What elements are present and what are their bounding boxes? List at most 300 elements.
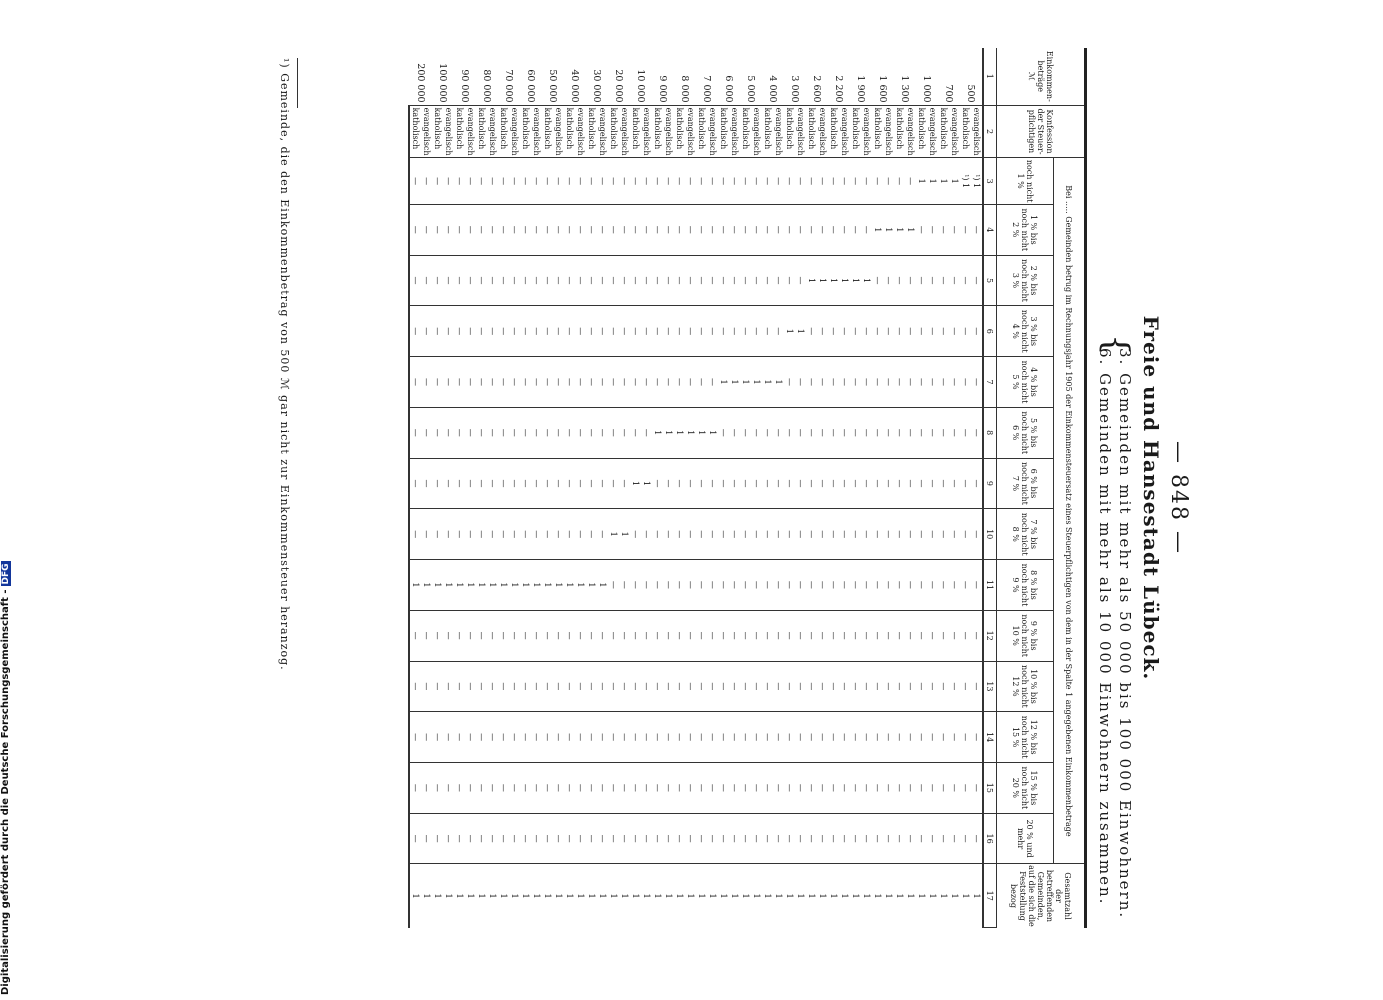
rate-cell: — [894, 255, 905, 306]
rate-cell: — [619, 763, 630, 814]
confession-cell: evangelisch [509, 105, 520, 158]
rate-cell: — [729, 407, 740, 458]
rate-cell: — [520, 509, 531, 560]
table-row [409, 48, 421, 928]
rate-cell: — [674, 712, 685, 763]
rate-cell: — [575, 204, 586, 255]
rate-cell: — [641, 158, 652, 205]
rate-cell: — [839, 158, 850, 205]
rate-cell: — [971, 813, 983, 864]
rate-cell: — [883, 306, 894, 357]
rate-cell: — [409, 610, 421, 661]
rate-cell: — [597, 712, 608, 763]
income-cell: 4 000 [762, 48, 784, 105]
rate-cell: — [619, 357, 630, 408]
rate-cell: — [751, 509, 762, 560]
rate-cell: — [597, 813, 608, 864]
rate-cell: — [652, 813, 663, 864]
rate-cell: — [685, 763, 696, 814]
rate-cell: — [806, 712, 817, 763]
rate-cell: — [553, 610, 564, 661]
table-row [652, 48, 663, 928]
income-cell: 1 600 [872, 48, 894, 105]
rate-cell: — [718, 661, 729, 712]
rate-cell: — [421, 661, 432, 712]
rate-cell: 1 [432, 560, 443, 611]
rate-cell: 1 [663, 407, 674, 458]
rate-cell: — [454, 712, 465, 763]
rate-cell: — [696, 255, 707, 306]
rate-cell: — [784, 712, 795, 763]
rate-cell: — [696, 204, 707, 255]
rate-cell: — [883, 712, 894, 763]
rate-cell: — [509, 407, 520, 458]
rate-cell: — [597, 509, 608, 560]
rate-cell: 1 [696, 407, 707, 458]
rate-cell: — [795, 255, 806, 306]
rate-cell: — [674, 458, 685, 509]
rate-cell: — [828, 560, 839, 611]
rate-cell: — [619, 610, 630, 661]
rate-cell: — [409, 509, 421, 560]
rate-cell: — [685, 458, 696, 509]
rate-cell: — [707, 509, 718, 560]
rate-cell: 1 [751, 357, 762, 408]
rate-cell: — [740, 610, 751, 661]
total-cell: 1 [598, 893, 607, 899]
table-row [795, 48, 806, 928]
rate-cell: — [542, 458, 553, 509]
rate-cell: — [421, 712, 432, 763]
rate-cell: 1 [828, 255, 839, 306]
rate-cell: — [421, 458, 432, 509]
rate-cell: — [927, 204, 938, 255]
rate-cell: — [509, 712, 520, 763]
rate-cell: — [432, 813, 443, 864]
rate-cell: — [520, 357, 531, 408]
income-cell: 2 600 [806, 48, 828, 105]
total-cell: 1 [829, 893, 838, 899]
dfg-credit [0, 561, 11, 995]
rate-cell: — [927, 306, 938, 357]
rate-cell: — [674, 204, 685, 255]
total-cell: 1 [961, 893, 970, 899]
rate-cell: — [685, 661, 696, 712]
table-row [751, 48, 762, 928]
rate-cell: — [542, 255, 553, 306]
rate-cell: — [652, 306, 663, 357]
rate-cell: 1 [817, 255, 828, 306]
rate-cell: — [960, 357, 971, 408]
rate-cell: — [927, 763, 938, 814]
rate-cell: — [520, 255, 531, 306]
rate-cell: 1 [630, 458, 641, 509]
rate-cell: — [927, 255, 938, 306]
rate-cell: — [916, 560, 927, 611]
confession-cell: evangelisch [817, 105, 828, 158]
rate-cell: — [762, 407, 773, 458]
rate-cell: — [641, 509, 652, 560]
rate-cell: — [674, 560, 685, 611]
table-row [872, 48, 883, 928]
rate-cell: — [553, 661, 564, 712]
rate-cell: — [751, 763, 762, 814]
rate-cell: — [465, 712, 476, 763]
rate-cell: — [938, 357, 949, 408]
rate-cell: 1 [795, 306, 806, 357]
rate-cell: — [509, 255, 520, 306]
rate-cell: — [542, 610, 553, 661]
rate-cell: — [630, 509, 641, 560]
rate-cell: — [553, 458, 564, 509]
rate-cell: — [806, 610, 817, 661]
rate-cell: — [806, 560, 817, 611]
rate-cell: — [432, 458, 443, 509]
rate-cell: — [476, 255, 487, 306]
rate-cell: — [894, 813, 905, 864]
column-number: 7 [983, 357, 997, 408]
income-cell: 30 000 [586, 48, 608, 105]
rate-cell: — [927, 458, 938, 509]
rate-cell: — [564, 610, 575, 661]
rate-cell: — [949, 813, 960, 864]
table-row [476, 48, 487, 928]
rate-cell: 1 [938, 158, 949, 205]
rate-cell: — [784, 407, 795, 458]
income-cell: 1 300 [894, 48, 916, 105]
rate-cell: — [861, 306, 872, 357]
rate-cell: — [795, 712, 806, 763]
rate-cell: — [630, 763, 641, 814]
total-cell: 1 [873, 893, 882, 899]
rate-cell: — [641, 661, 652, 712]
rate-cell: — [597, 661, 608, 712]
rate-cell: — [751, 813, 762, 864]
rate-cell: — [520, 813, 531, 864]
rate-cell: — [421, 357, 432, 408]
table-row [916, 48, 927, 928]
rate-cell: — [960, 560, 971, 611]
rate-cell: 1 [619, 509, 630, 560]
rate-cell: — [872, 407, 883, 458]
rate-cell: — [421, 610, 432, 661]
rate-cell: — [575, 255, 586, 306]
rate-cell: — [553, 204, 564, 255]
rate-cell: — [883, 509, 894, 560]
rate-cell: — [641, 204, 652, 255]
rate-cell: — [861, 204, 872, 255]
rate-cell: — [839, 204, 850, 255]
rate-cell: — [685, 813, 696, 864]
rate-cell: — [806, 661, 817, 712]
rate-cell: — [751, 158, 762, 205]
rate-cell: — [454, 407, 465, 458]
table-row [828, 48, 839, 928]
table-row [630, 48, 641, 928]
rate-cell: 1 [762, 357, 773, 408]
total-cell: 1 [939, 893, 948, 899]
rate-cell: — [487, 306, 498, 357]
confession-cell: evangelisch [949, 105, 960, 158]
rate-cell: — [839, 407, 850, 458]
rate-cell: — [960, 763, 971, 814]
rate-cell: — [465, 357, 476, 408]
total-cell: 1 [884, 893, 893, 899]
total-cell: 1 [785, 893, 794, 899]
rate-cell: 1 [773, 357, 784, 408]
rate-cell: 1 [729, 357, 740, 408]
rate-cell: — [762, 712, 773, 763]
column-number: 10 [983, 509, 997, 560]
rate-cell: — [740, 560, 751, 611]
rate-cell: — [839, 560, 850, 611]
rate-cell: — [784, 357, 795, 408]
rate-cell: — [432, 610, 443, 661]
page-number: — 848 — [1166, 441, 1191, 555]
rate-cell: — [861, 813, 872, 864]
rate-cell: — [586, 813, 597, 864]
rate-cell: — [564, 306, 575, 357]
table-row [762, 48, 773, 928]
rate-cell: — [432, 509, 443, 560]
rate-cell: — [509, 763, 520, 814]
rate-cell: — [465, 813, 476, 864]
confession-cell: evangelisch [839, 105, 850, 158]
rate-cell: — [520, 306, 531, 357]
rate-cell: — [409, 813, 421, 864]
rate-cell: — [465, 509, 476, 560]
rate-cell: — [498, 204, 509, 255]
rate-cell: — [861, 763, 872, 814]
rate-cell: — [608, 813, 619, 864]
confession-cell: katholisch [498, 105, 509, 158]
rate-cell: — [729, 204, 740, 255]
total-cell: 1 [730, 893, 739, 899]
rate-cell: — [443, 407, 454, 458]
rate-cell: — [839, 610, 850, 661]
rate-cell: — [498, 306, 509, 357]
column-number: 13 [983, 661, 997, 712]
rate-cell: — [883, 255, 894, 306]
rate-cell: — [663, 158, 674, 205]
rate-cell: — [784, 204, 795, 255]
rate-cell: — [608, 407, 619, 458]
rate-cell: — [916, 458, 927, 509]
rate-cell: — [905, 560, 916, 611]
subtitle-brace: { [1096, 334, 1136, 356]
total-cell: 1 [422, 893, 431, 899]
column-number: 14 [983, 712, 997, 763]
rate-cell: ¹) 1 [971, 158, 983, 205]
rate-cell: — [806, 407, 817, 458]
rate-cell: — [850, 509, 861, 560]
rate-cell: — [971, 306, 983, 357]
rate-cell: 1 [861, 255, 872, 306]
income-cell: 1 900 [850, 48, 872, 105]
rate-cell: — [531, 407, 542, 458]
rate-cell: — [828, 407, 839, 458]
rate-cell: 1 [409, 560, 421, 611]
income-cell: 9 000 [652, 48, 674, 105]
rate-cell: — [542, 661, 553, 712]
rate-cell: — [795, 763, 806, 814]
header-rate: 1 % bis noch nicht 2 % [997, 204, 1054, 255]
rate-cell: — [608, 357, 619, 408]
confession-cell: evangelisch [971, 105, 983, 158]
rate-cell: — [707, 560, 718, 611]
column-number: 9 [983, 458, 997, 509]
rate-cell: — [586, 712, 597, 763]
table-row [685, 48, 696, 928]
confession-cell: evangelisch [575, 105, 586, 158]
footnote: ¹) Gemeinde, die den Einkommenbetrag von 500 ℳ gar nicht zur Einkommensteuer heranzog. [278, 58, 291, 671]
rate-cell: — [630, 712, 641, 763]
rate-cell: — [784, 813, 795, 864]
income-cell: 40 000 [564, 48, 586, 105]
rate-cell: 1 [674, 407, 685, 458]
rate-cell: 1 [553, 560, 564, 611]
rate-cell: — [762, 306, 773, 357]
confession-cell: evangelisch [685, 105, 696, 158]
rate-cell: 1 [564, 560, 575, 611]
rate-cell: — [905, 813, 916, 864]
rate-cell: — [949, 204, 960, 255]
rate-cell: — [564, 357, 575, 408]
rate-cell: — [586, 407, 597, 458]
rate-cell: — [883, 813, 894, 864]
confession-cell: katholisch [520, 105, 531, 158]
rate-cell: — [685, 712, 696, 763]
rate-cell: — [949, 458, 960, 509]
total-cell: 1 [851, 893, 860, 899]
rate-cell: — [685, 357, 696, 408]
header-income-unit: ℳ [1027, 72, 1036, 81]
rate-cell: — [696, 712, 707, 763]
rate-cell: — [850, 661, 861, 712]
rate-cell: — [608, 158, 619, 205]
rate-cell: — [707, 712, 718, 763]
rate-cell: — [795, 458, 806, 509]
total-cell: 1 [653, 893, 662, 899]
rate-cell: — [586, 610, 597, 661]
rate-cell: — [718, 813, 729, 864]
rate-cell: — [454, 458, 465, 509]
rate-cell: — [740, 458, 751, 509]
rate-cell: — [949, 763, 960, 814]
rate-cell: — [707, 458, 718, 509]
confession-cell: evangelisch [663, 105, 674, 158]
rate-cell: — [949, 610, 960, 661]
table-row [883, 48, 894, 928]
rate-cell: — [476, 763, 487, 814]
rate-cell: — [443, 255, 454, 306]
rate-cell: — [542, 712, 553, 763]
rate-cell: — [872, 661, 883, 712]
rate-cell: — [817, 763, 828, 814]
rate-cell: — [641, 306, 652, 357]
confession-cell: evangelisch [465, 105, 476, 158]
rate-cell: — [971, 560, 983, 611]
table-row [696, 48, 707, 928]
total-cell: 1 [895, 893, 904, 899]
rate-cell: — [476, 306, 487, 357]
column-number: 3 [983, 158, 997, 205]
rate-cell: — [861, 610, 872, 661]
rate-cell: — [409, 661, 421, 712]
rate-cell: — [938, 661, 949, 712]
confession-cell: katholisch [872, 105, 883, 158]
rate-cell: — [872, 158, 883, 205]
rate-cell: — [454, 255, 465, 306]
rate-cell: — [608, 712, 619, 763]
rate-cell: — [773, 610, 784, 661]
rate-cell: — [597, 407, 608, 458]
rate-cell: — [531, 712, 542, 763]
rate-cell: — [905, 661, 916, 712]
rate-cell: — [707, 661, 718, 712]
rate-cell: — [971, 204, 983, 255]
rate-cell: — [916, 255, 927, 306]
table-row [905, 48, 916, 928]
total-cell: 1 [565, 893, 574, 899]
rate-cell: 1 [487, 560, 498, 611]
rate-cell: — [630, 357, 641, 408]
confession-cell: katholisch [916, 105, 927, 158]
rate-cell: — [707, 813, 718, 864]
rate-cell: 1 [806, 255, 817, 306]
rate-cell: — [740, 661, 751, 712]
rate-cell: — [608, 458, 619, 509]
confession-cell: evangelisch [487, 105, 498, 158]
rate-cell: — [850, 560, 861, 611]
income-cell: 60 000 [520, 48, 542, 105]
rate-cell: — [630, 407, 641, 458]
rate-cell: — [718, 763, 729, 814]
rate-cell: — [619, 712, 630, 763]
rate-cell: — [542, 763, 553, 814]
rate-cell: — [916, 813, 927, 864]
rate-cell: — [960, 306, 971, 357]
rate-cell: — [938, 204, 949, 255]
rate-cell: — [729, 560, 740, 611]
confession-cell: evangelisch [707, 105, 718, 158]
table-row [619, 48, 630, 928]
income-cell: 90 000 [454, 48, 476, 105]
rate-cell: — [861, 560, 872, 611]
rate-cell: — [971, 255, 983, 306]
rate-cell: — [674, 158, 685, 205]
rate-cell: — [850, 763, 861, 814]
rate-cell: — [619, 204, 630, 255]
rate-cell: — [949, 357, 960, 408]
rate-cell: — [828, 357, 839, 408]
table-row [850, 48, 861, 928]
rate-cell: — [652, 610, 663, 661]
rate-cell: — [509, 458, 520, 509]
rate-cell: — [927, 560, 938, 611]
column-number: 4 [983, 204, 997, 255]
rate-cell: 1 [652, 407, 663, 458]
rate-cell: — [531, 158, 542, 205]
rate-cell: — [487, 813, 498, 864]
rate-cell: 1 [575, 560, 586, 611]
column-number: 15 [983, 763, 997, 814]
rate-cell: — [465, 158, 476, 205]
rate-cell: — [696, 458, 707, 509]
income-cell: 100 000 [432, 48, 454, 105]
rate-cell: — [740, 509, 751, 560]
header-total: Gesamtzahl der betreffenden Gemeinden, auf die sich die Feststellung bezog [997, 864, 1085, 928]
